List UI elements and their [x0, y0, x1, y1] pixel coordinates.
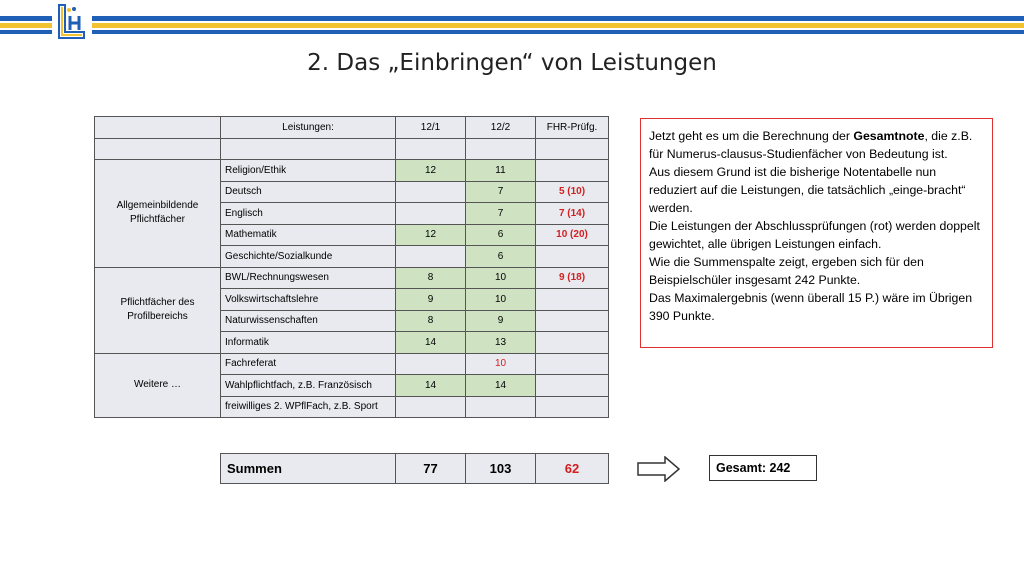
exam-grade	[536, 375, 609, 397]
grade-12-2: 14	[466, 375, 536, 397]
subject-cell: Naturwissenschaften	[221, 310, 396, 332]
explanation-paragraph: Die Leistungen der Abschlussprüfungen (rot) werden doppelt gewichtet, alle übrigen Leistungen einfach.	[649, 219, 980, 251]
exam-grade	[536, 289, 609, 311]
right-arrow-icon	[637, 456, 681, 482]
grade-12-2: 10	[466, 353, 536, 375]
grade-12-2: 6	[466, 224, 536, 246]
header-stripe-blue-bottom	[0, 30, 1024, 34]
column-header: 12/2	[466, 117, 536, 139]
grade-12-1: 8	[396, 310, 466, 332]
grade-12-2: 10	[466, 289, 536, 311]
empty-cell	[95, 138, 221, 160]
school-logo-icon	[52, 2, 92, 42]
table-row	[95, 353, 609, 375]
group-label: Weitere …	[95, 353, 221, 418]
grade-12-1: 12	[396, 160, 466, 182]
group-label: Allgemeinbildende Pflichtfächer	[95, 160, 221, 268]
explanation-paragraph: Wie die Summenspalte zeigt, ergeben sich für den Beispielschüler insgesamt 242 Punkte.	[649, 255, 924, 287]
subject-cell: BWL/Rechnungswesen	[221, 267, 396, 289]
grade-12-2: 10	[466, 267, 536, 289]
header-stripe-yellow	[0, 23, 1024, 28]
subject-cell: Deutsch	[221, 181, 396, 203]
sum-exam: 62	[536, 454, 609, 484]
subject-cell: Informatik	[221, 332, 396, 354]
sum-12-1: 77	[396, 454, 466, 484]
empty-cell	[221, 138, 396, 160]
subject-cell: Fachreferat	[221, 353, 396, 375]
exam-grade	[536, 332, 609, 354]
exam-grade: 5 (10)	[536, 181, 609, 203]
exam-grade	[536, 353, 609, 375]
exam-grade	[536, 246, 609, 268]
grade-12-1: 14	[396, 375, 466, 397]
emphasis-text: Gesamtnote	[853, 129, 925, 143]
page-title: 2. Das „Einbringen“ von Leistungen	[307, 50, 717, 76]
grade-12-1	[396, 246, 466, 268]
grade-12-1	[396, 353, 466, 375]
grade-12-2: 7	[466, 181, 536, 203]
table-header-row	[95, 117, 609, 139]
grade-table	[94, 116, 609, 418]
grade-12-2: 9	[466, 310, 536, 332]
grade-12-1: 9	[396, 289, 466, 311]
grade-12-1	[396, 181, 466, 203]
empty-cell	[396, 138, 466, 160]
column-header: 12/1	[396, 117, 466, 139]
column-header	[95, 117, 221, 139]
header-stripe-blue-top	[0, 16, 1024, 21]
group-label: Pflichtfächer des Profilbereichs	[95, 267, 221, 353]
grade-12-2: 13	[466, 332, 536, 354]
subject-cell: Volkswirtschaftslehre	[221, 289, 396, 311]
exam-grade	[536, 160, 609, 182]
grade-12-2: 7	[466, 203, 536, 225]
column-header: Leistungen:	[221, 117, 396, 139]
explanation-paragraph: Das Maximalergebnis (wenn überall 15 P.) wäre im Übrigen 390 Punkte.	[649, 291, 973, 323]
exam-grade	[536, 310, 609, 332]
subject-cell: Religion/Ethik	[221, 160, 396, 182]
subject-cell: Mathematik	[221, 224, 396, 246]
subject-cell: Englisch	[221, 203, 396, 225]
exam-grade	[536, 396, 609, 418]
grade-12-1	[396, 203, 466, 225]
sum-label: Summen	[221, 454, 396, 484]
exam-grade: 7 (14)	[536, 203, 609, 225]
subject-cell: Wahlpflichtfach, z.B. Französisch	[221, 375, 396, 397]
exam-grade: 10 (20)	[536, 224, 609, 246]
table-row	[95, 267, 609, 289]
explanation-paragraph: Aus diesem Grund ist die bisherige Notentabelle nun reduziert auf die Leistungen, die tatsächlich „einge-bracht“ werden.	[649, 165, 966, 215]
subject-cell: Geschichte/Sozialkunde	[221, 246, 396, 268]
explanation-box	[640, 118, 993, 348]
explanation-paragraph: Jetzt geht es um die Berechnung der Gesamtnote, die z.B. für Numerus-clausus-Studienfächer von Bedeutung ist.	[649, 129, 973, 161]
sum-row	[221, 454, 609, 484]
grade-12-2	[466, 396, 536, 418]
empty-row	[95, 138, 609, 160]
exam-grade: 9 (18)	[536, 267, 609, 289]
column-header: FHR-Prüfg.	[536, 117, 609, 139]
sum-table	[220, 453, 609, 484]
subject-cell: freiwilliges 2. WPflFach, z.B. Sport	[221, 396, 396, 418]
empty-cell	[466, 138, 536, 160]
grade-12-2: 6	[466, 246, 536, 268]
total-box: Gesamt: 242	[709, 455, 817, 481]
grade-12-1: 8	[396, 267, 466, 289]
grade-12-2: 11	[466, 160, 536, 182]
table-row	[95, 160, 609, 182]
empty-cell	[536, 138, 609, 160]
grade-12-1: 14	[396, 332, 466, 354]
sum-12-2: 103	[466, 454, 536, 484]
grade-12-1	[396, 396, 466, 418]
grade-12-1: 12	[396, 224, 466, 246]
